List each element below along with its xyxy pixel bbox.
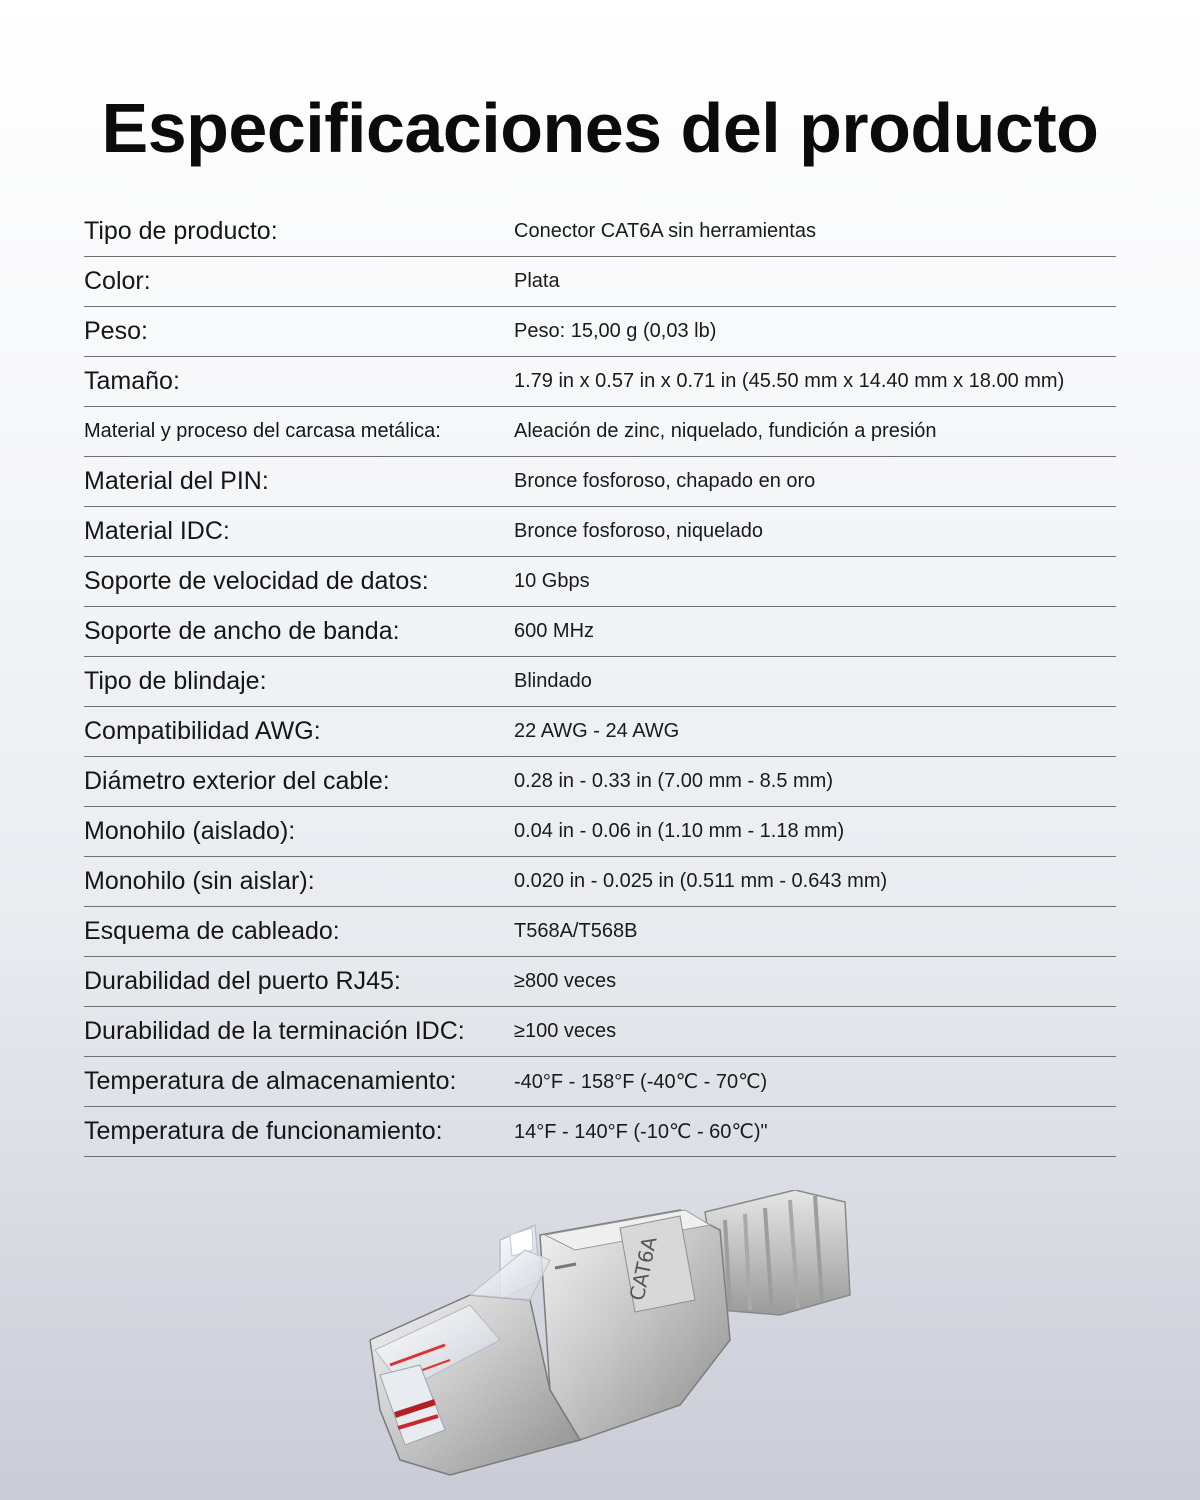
spec-row (84, 357, 1116, 407)
spec-label: Monohilo (aislado): (84, 817, 296, 845)
spec-row (84, 857, 1116, 907)
spec-label: Diámetro exterior del cable: (84, 767, 390, 795)
spec-row (84, 657, 1116, 707)
spec-row (84, 457, 1116, 507)
spec-row (84, 307, 1116, 357)
spec-row (84, 557, 1116, 607)
spec-label: Material y proceso del carcasa metálica: (84, 420, 441, 442)
spec-label: Monohilo (sin aislar): (84, 867, 315, 895)
spec-row (84, 407, 1116, 457)
page-title: Especificaciones del producto (101, 89, 1099, 167)
spec-table (84, 207, 1116, 1157)
spec-value: Blindado (514, 670, 592, 692)
spec-value: Bronce fosforoso, chapado en oro (514, 470, 816, 492)
spec-value: Plata (514, 270, 560, 292)
spec-value: 22 AWG - 24 AWG (514, 720, 680, 742)
spec-value: Bronce fosforoso, niquelado (514, 520, 764, 542)
spec-value: -40°F - 158°F (-40℃ - 70℃) (514, 1071, 768, 1093)
spec-label: Material del PIN: (84, 467, 269, 495)
spec-value: 0.04 in - 0.06 in (1.10 mm - 1.18 mm) (514, 820, 845, 842)
spec-value: T568A/T568B (514, 920, 638, 942)
spec-row (84, 1007, 1116, 1057)
spec-label: Soporte de ancho de banda: (84, 617, 400, 645)
spec-label: Tipo de blindaje: (84, 667, 267, 695)
spec-row (84, 507, 1116, 557)
spec-value: 0.020 in - 0.025 in (0.511 mm - 0.643 mm) (514, 870, 888, 892)
spec-value: ≥800 veces (514, 970, 617, 992)
spec-value: Conector CAT6A sin herramientas (514, 220, 816, 242)
spec-label: Durabilidad de la terminación IDC: (84, 1017, 465, 1045)
spec-value: Peso: 15,00 g (0,03 lb) (514, 320, 717, 342)
spec-row (84, 957, 1116, 1007)
spec-row (84, 207, 1116, 257)
spec-value: 14°F - 140°F (-10℃ - 60℃)" (514, 1121, 768, 1143)
spec-row (84, 1057, 1116, 1107)
spec-label: Soporte de velocidad de datos: (84, 567, 429, 595)
spec-row (84, 807, 1116, 857)
spec-row (84, 707, 1116, 757)
spec-row (84, 257, 1116, 307)
spec-row (84, 1107, 1116, 1157)
spec-value: 10 Gbps (514, 570, 590, 592)
cat6a-engraving: CAT6A (624, 1234, 662, 1303)
spec-label: Tipo de producto: (84, 217, 278, 245)
spec-label: Esquema de cableado: (84, 917, 340, 945)
spec-value: 1.79 in x 0.57 in x 0.71 in (45.50 mm x 14.40 mm x 18.00 mm) (514, 370, 1065, 392)
spec-value: 0.28 in - 0.33 in (7.00 mm - 8.5 mm) (514, 770, 834, 792)
spec-label: Tamaño: (84, 367, 180, 395)
spec-label: Temperatura de funcionamiento: (84, 1117, 443, 1145)
spec-row (84, 757, 1116, 807)
spec-row (84, 607, 1116, 657)
spec-label: Peso: (84, 317, 148, 345)
spec-value: Aleación de zinc, niquelado, fundición a presión (514, 420, 937, 442)
spec-label: Color: (84, 267, 151, 295)
spec-label: Compatibilidad AWG: (84, 717, 321, 745)
spec-row (84, 907, 1116, 957)
spec-label: Temperatura de almacenamiento: (84, 1067, 457, 1095)
spec-value: 600 MHz (514, 620, 595, 642)
rj45-connector-image (350, 1190, 860, 1480)
spec-value: ≥100 veces (514, 1020, 617, 1042)
spec-label: Material IDC: (84, 517, 230, 545)
connector-body (540, 1210, 730, 1440)
spec-label: Durabilidad del puerto RJ45: (84, 967, 401, 995)
